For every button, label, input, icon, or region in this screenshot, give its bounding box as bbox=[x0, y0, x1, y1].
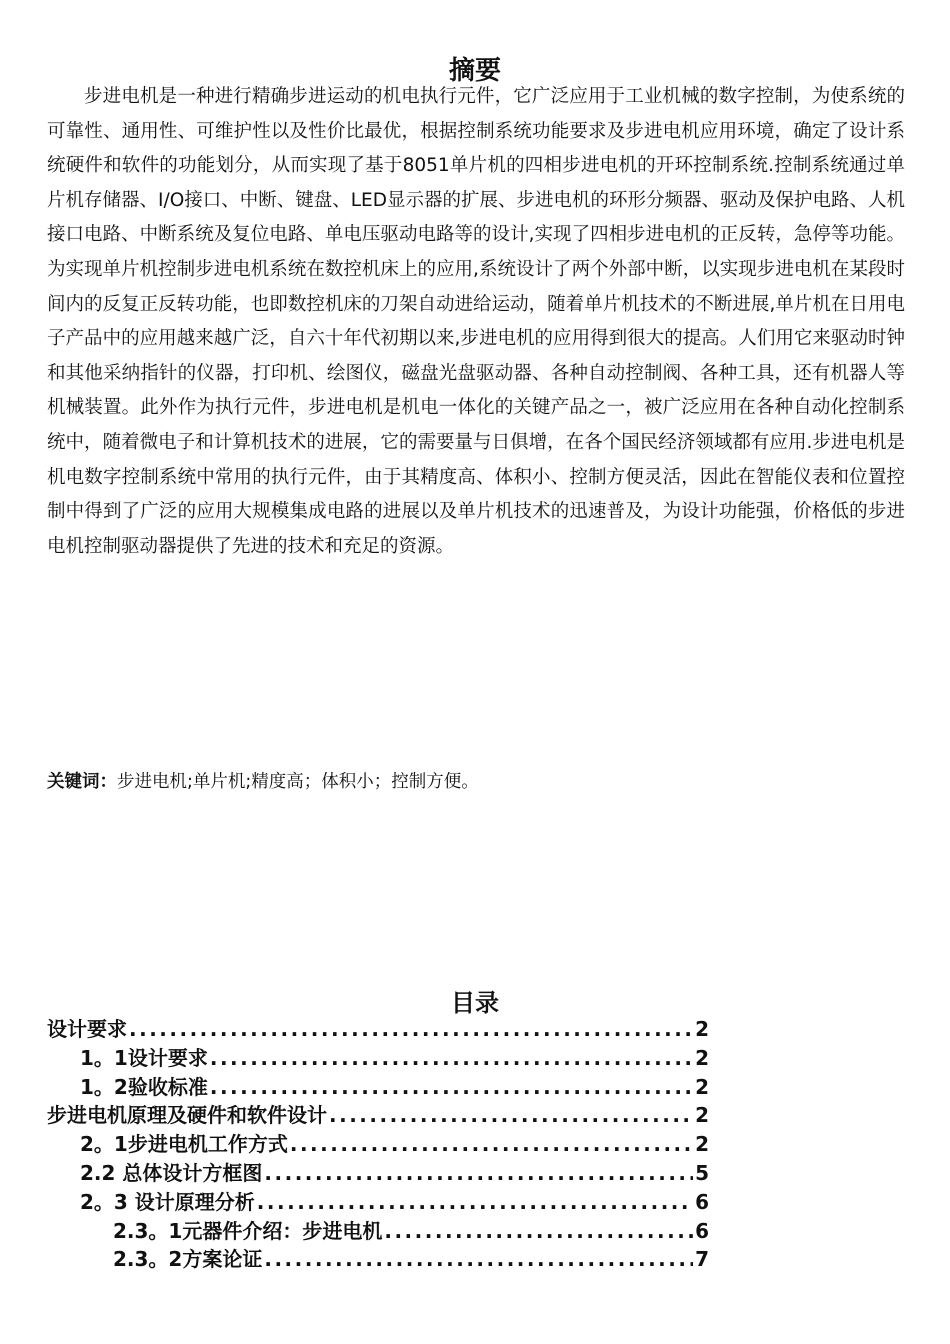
toc-entry-text: 步进电机原理及硬件和软件设计 bbox=[47, 1103, 327, 1128]
toc-leader bbox=[257, 1188, 693, 1217]
toc-entry[interactable] bbox=[47, 1101, 709, 1130]
toc-entry[interactable] bbox=[47, 1159, 709, 1188]
toc-entry-text: 2.2 总体设计方框图 bbox=[80, 1160, 263, 1185]
toc-entry-page: 2 bbox=[695, 1103, 709, 1128]
toc-entry[interactable] bbox=[47, 1015, 709, 1044]
toc-entry-text: 2.3。1元器件介绍：步进电机 bbox=[113, 1218, 383, 1243]
toc-entry[interactable] bbox=[47, 1073, 709, 1102]
toc-entry-page: 6 bbox=[695, 1218, 709, 1243]
keywords-text: 步进电机;单片机;精度高；体积小；控制方便。 bbox=[117, 772, 479, 792]
toc-entry-page: 5 bbox=[695, 1160, 709, 1185]
toc-leader bbox=[129, 1015, 693, 1044]
keywords bbox=[47, 767, 905, 797]
abstract-title: 摘要 bbox=[448, 56, 501, 86]
toc-entry-text: 2。1步进电机工作方式 bbox=[80, 1132, 288, 1157]
toc-leader bbox=[290, 1130, 693, 1159]
toc-entry-text: 1。2验收标准 bbox=[80, 1074, 208, 1099]
toc-entry-text: 1。1设计要求 bbox=[80, 1045, 208, 1070]
toc-leader bbox=[329, 1101, 693, 1130]
toc-entry-page: 7 bbox=[695, 1247, 709, 1272]
toc-leader bbox=[264, 1159, 693, 1188]
keywords-label: 关键词： bbox=[47, 772, 117, 792]
toc-entry-text: 2.3。2方案论证 bbox=[113, 1247, 263, 1272]
toc-entry-page: 6 bbox=[695, 1189, 709, 1214]
toc-leader bbox=[384, 1217, 693, 1246]
table-of-contents bbox=[47, 1015, 709, 1274]
toc-entry-page: 2 bbox=[695, 1132, 709, 1157]
abstract-body: 步进电机是一种进行精确步进运动的机电执行元件，它广泛应用于工业机械的数字控制，为使系统的可靠性、通用性、可维护性以及性价比最优，根据控制系统功能要求及步进电机应用环境，确定了设计系统硬件和软件的功能划分，从而实现了基于8051单片机的四相步进电机的开环控制系统.控制系统通过单片机存储器、I/O接口、中断、键盘、LED显示器的扩展、步进电机的环形分频器、驱动及保护电路、人机接口电路、中断系统及复位电路、单电压驱动电路等的设计,实现了四相步进电机的正反转，急停等功能。为实现单片机控制步进电机系统在数控机床上的应用,系统设计了两个外部中断，以实现步进电机在某段时间内的反复正反转功能，也即数控机床的刀架自动进给运动，随着单片机技术的不断进展,单片机在日用电子产品中的应用越来越广泛，自六十年代初期以来,步进电机的应用得到很大的提高。人们用它来驱动时钟和其他采纳指针的仪器，打印机、绘图仪，磁盘光盘驱动器、各种自动控制阀、各种工具，还有机器人等机械装置。此外作为执行元件，步进电机是机电一体化的关键产品之一，被广泛应用在各种自动化控制系统中，随着微电子和计算机技术的进展，它的需要量与日俱增，在各个国民经济领域都有应用.步进电机是机电数字控制系统中常用的执行元件，由于其精度高、体积小、控制方便灵活，因此在智能仪表和位置控制中得到了广泛的应用大规模集成电路的进展以及单片机技术的迅速普及，为设计功能强，价格低的步进电机控制驱动器提供了先进的技术和充足的资源。 bbox=[47, 86, 905, 557]
toc-entry[interactable] bbox=[47, 1245, 709, 1274]
toc-entry-page: 2 bbox=[695, 1017, 709, 1041]
toc-entry[interactable] bbox=[47, 1044, 709, 1073]
toc-title: 目录 bbox=[451, 989, 499, 1017]
toc-leader bbox=[210, 1044, 693, 1073]
toc-entry[interactable] bbox=[47, 1188, 709, 1217]
toc-leader bbox=[210, 1073, 693, 1102]
toc-entry-page: 2 bbox=[695, 1074, 709, 1099]
toc-entry-page: 2 bbox=[695, 1045, 709, 1070]
toc-entry-text: 设计要求 bbox=[47, 1017, 127, 1041]
toc-entry[interactable] bbox=[47, 1217, 709, 1246]
toc-leader bbox=[264, 1245, 693, 1274]
toc-entry-text: 2。3 设计原理分析 bbox=[80, 1189, 255, 1214]
toc-entry[interactable] bbox=[47, 1130, 709, 1159]
